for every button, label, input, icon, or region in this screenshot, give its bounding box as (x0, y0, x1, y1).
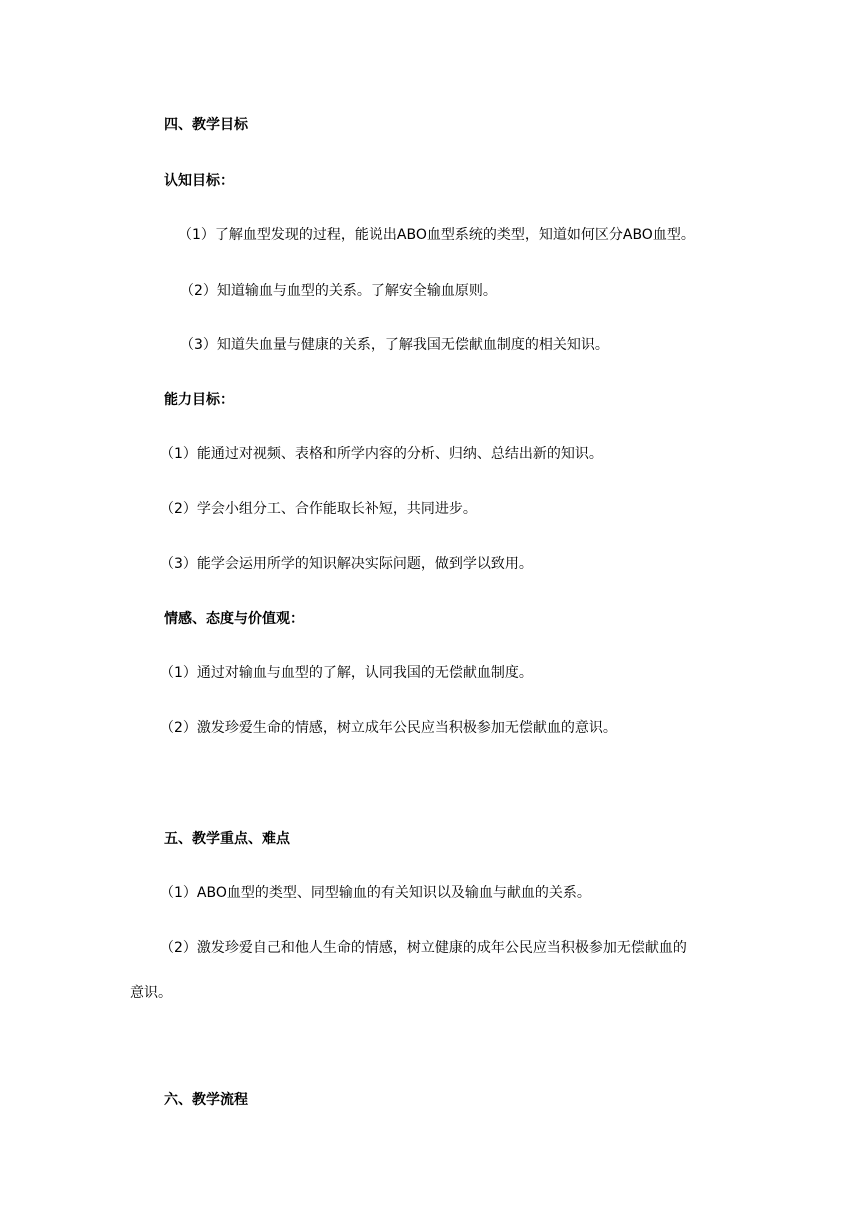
section-heading-objectives: 四、教学目标 (164, 117, 248, 133)
ability-goals-label: 能力目标： (164, 392, 234, 408)
key-point-2: （2）激发珍爱自己和他人生命的情感，树立健康的成年公民应当积极参加无偿献血的 (160, 940, 687, 956)
emotion-goal-2: （2）激发珍爱生命的情感，树立成年公民应当积极参加无偿献血的意识。 (160, 720, 617, 736)
cognitive-goals-label: 认知目标： (164, 173, 234, 189)
key-point-1: （1）ABO血型的类型、同型输血的有关知识以及输血与献血的关系。 (160, 885, 591, 901)
key-point-2-continuation: 意识。 (130, 985, 172, 1001)
cognitive-goal-1: （1）了解血型发现的过程，能说出ABO血型系统的类型，知道如何区分ABO血型。 (178, 227, 695, 243)
ability-goal-3: （3）能学会运用所学的知识解决实际问题，做到学以致用。 (160, 556, 533, 572)
cognitive-goal-2: （2）知道输血与血型的关系。了解安全输血原则。 (180, 283, 497, 299)
ability-goal-2: （2）学会小组分工、合作能取长补短，共同进步。 (160, 501, 477, 517)
emotion-goals-label: 情感、态度与价值观： (164, 611, 304, 627)
section-heading-key-points: 五、教学重点、难点 (164, 831, 290, 847)
emotion-goal-1: （1）通过对输血与血型的了解，认同我国的无偿献血制度。 (160, 665, 533, 681)
cognitive-goal-3: （3）知道失血量与健康的关系，了解我国无偿献血制度的相关知识。 (180, 337, 609, 353)
ability-goal-1: （1）能通过对视频、表格和所学内容的分析、归纳、总结出新的知识。 (160, 446, 603, 462)
section-heading-process: 六、教学流程 (164, 1092, 248, 1108)
